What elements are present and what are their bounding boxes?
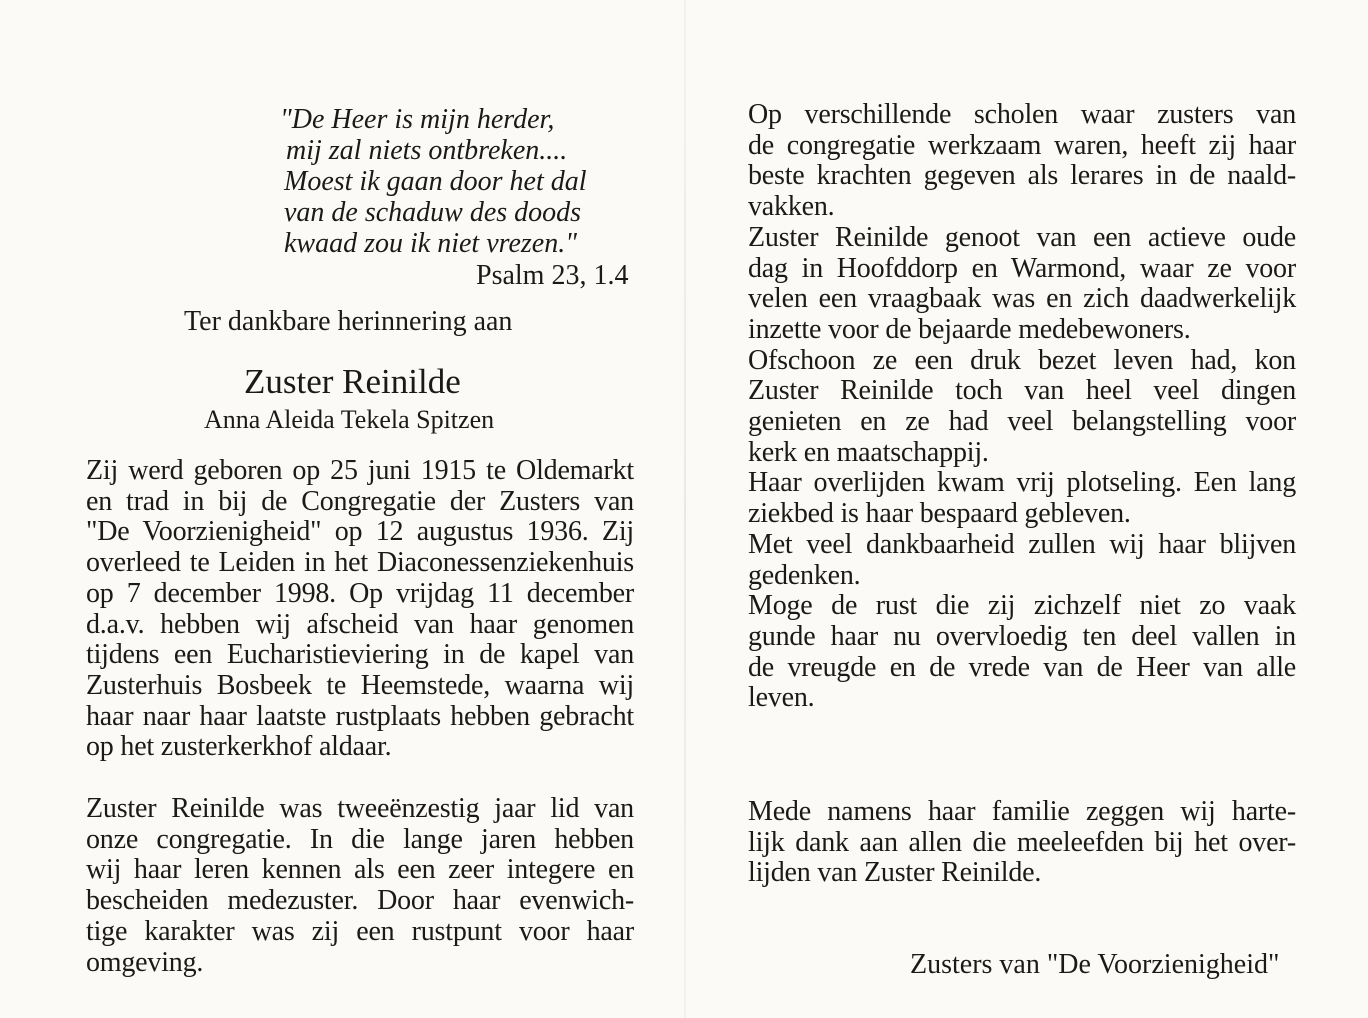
text-line: lijk dank aan allen die meeleefden bij het over- [748, 826, 1296, 858]
text-line: tige karakter was zij een rustpunt voor haar [86, 915, 634, 947]
text-line: omgeving. [86, 946, 204, 978]
text-line: beste krachten gegeven als lerares in de naald- [748, 160, 1296, 192]
text-line: Mede namens haar familie zeggen wij harte- [748, 796, 1296, 827]
text-line: de congregatie werkzaam waren, heeft zij haar [748, 129, 1296, 161]
text-line: d.a.v. hebben wij afscheid van haar genomen [86, 608, 634, 640]
text-line: vakken. [748, 191, 835, 223]
biography-paragraph [86, 456, 634, 763]
text-line: wij haar leren kennen als een zeer integere en [86, 854, 634, 886]
text-line: inzette voor de bejaarde medebewoners. [748, 313, 1191, 345]
text-line: overleed te Leiden in het Diaconessenziekenhuis [86, 547, 634, 579]
thanks-paragraph [748, 797, 1296, 889]
text-line: haar naar haar laatste rustplaats hebben gebracht [86, 700, 634, 732]
text-line: en trad in bij de Congregatie der Zusters van [86, 485, 634, 517]
psalm-reference: Psalm 23, 1.4 [476, 260, 629, 291]
signature: Zusters van "De Voorzienigheid" [910, 949, 1280, 980]
text-line: "De Voorzienigheid" op 12 augustus 1936. Zij [86, 516, 634, 548]
text-line: gunde haar nu overvloedig ten deel vallen in [748, 620, 1296, 652]
text-line: op 7 december 1998. Op vrijdag 11 december [86, 577, 634, 609]
text-line: Zuster Reinilde was tweeënzestig jaar lid van [86, 793, 634, 824]
text-line: Zusterhuis Bosbeek te Heemstede, waarna wij [86, 669, 634, 701]
text-line: tijdens een Eucharistieviering in de kapel van [86, 639, 634, 671]
verse-line: "De Heer is mijn herder, [280, 104, 555, 135]
text-line: ziekbed is haar bespaard gebleven. [748, 498, 1131, 530]
text-line: leven. [748, 682, 815, 714]
verse-line: mij zal niets ontbreken.... [286, 135, 568, 166]
verse-line: Moest ik gaan door het dal [284, 166, 587, 197]
text-line: gedenken. [748, 559, 861, 591]
text-line: Met veel dankbaarheid zullen wij haar blijven [748, 528, 1296, 560]
text-line: op het zusterkerkhof aldaar. [86, 731, 392, 763]
text-line: Zuster Reinilde toch van heel veel dingen [748, 375, 1296, 407]
text-line: Zij werd geboren op 25 juni 1915 te Oldemarkt [86, 455, 634, 486]
life-paragraph [748, 100, 1296, 714]
text-line: kerk en maatschappij. [748, 436, 989, 468]
text-line: velen een vraagbaak was en zich daadwerkelijk [748, 283, 1296, 315]
text-line: Haar overlijden kwam vrij plotseling. Een lang [748, 467, 1296, 499]
text-line: Ofschoon ze een druk bezet leven had, kon [748, 344, 1296, 376]
text-line: genieten en ze had veel belangstelling voor [748, 406, 1296, 438]
text-line: lijden van Zuster Reinilde. [748, 857, 1042, 889]
character-paragraph [86, 794, 634, 978]
psalm-verse [280, 104, 610, 259]
text-line: onze congregatie. In die lange jaren hebben [86, 823, 634, 855]
center-fold [684, 0, 686, 1018]
verse-line: van de schaduw des doods [284, 197, 582, 228]
text-line: bescheiden medezuster. Door haar evenwich- [86, 885, 634, 917]
text-line: de vreugde en de vrede van de Heer van alle [748, 651, 1296, 683]
dedication-line: Ter dankbare herinnering aan [184, 306, 513, 337]
text-line: Moge de rust die zij zichzelf niet zo vaak [748, 590, 1296, 622]
text-line: dag in Hoofddorp en Warmond, waar ze voor [748, 252, 1296, 284]
text-line: Op verschillende scholen waar zusters van [748, 99, 1296, 130]
full-name: Anna Aleida Tekela Spitzen [204, 405, 495, 434]
religious-name: Zuster Reinilde [244, 362, 461, 401]
text-line: Zuster Reinilde genoot van een actieve oude [748, 221, 1296, 253]
verse-line: kwaad zou ik niet vrezen." [284, 228, 577, 259]
